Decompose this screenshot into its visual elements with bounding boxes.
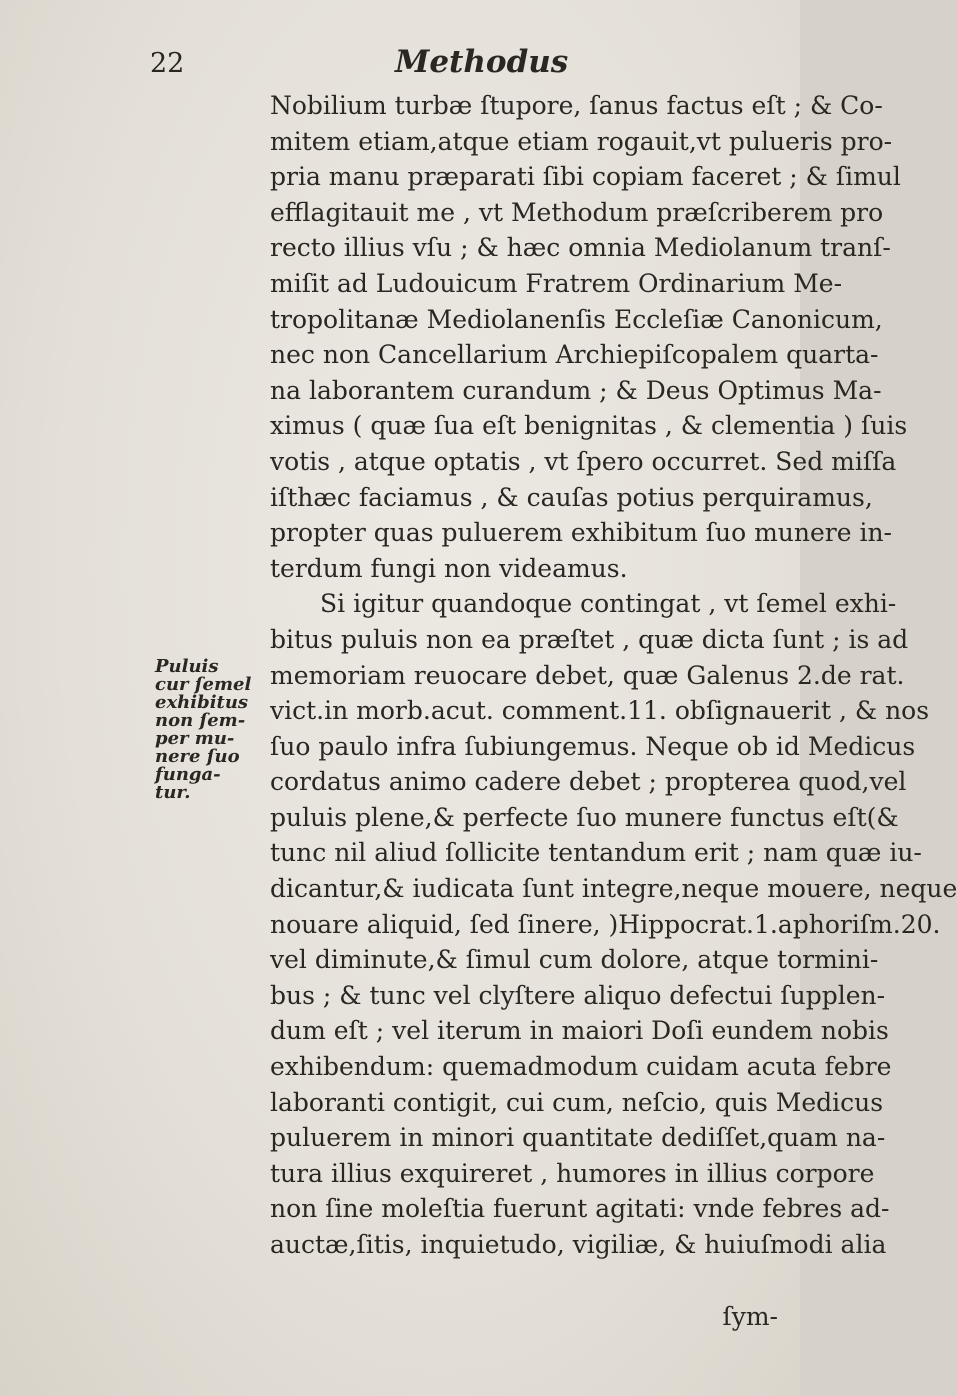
text-line: nouare aliquid, ſed ſinere, )Hippocrat.1.aphoriſm.20.: [270, 909, 941, 939]
text-line: nec non Cancellarium Archiepiſcopalem quarta-: [270, 340, 879, 370]
marginal-note-line: cur ſemel: [155, 674, 252, 695]
text-line: vel diminute,& ſimul cum dolore, atque tormini-: [270, 945, 879, 975]
text-line: na laborantem curandum ; & Deus Optimus Ma-: [270, 375, 882, 405]
text-line: tropolitanæ Mediolanenſis Eccleſiæ Canonicum,: [270, 304, 883, 334]
page-number: 22: [150, 48, 185, 79]
text-line: tura illius exquireret , humores in illius corpore: [270, 1158, 875, 1188]
text-line: exhibendum: quemadmodum cuidam acuta febre: [270, 1052, 892, 1082]
text-line: votis , atque optatis , vt ſpero occurret. Sed miſſa: [270, 446, 897, 476]
text-line: Nobilium turbæ ſtupore, ſanus factus eſt ; & Co-: [270, 91, 883, 120]
text-line: recto illius vſu ; & hæc omnia Mediolanum tranſ-: [270, 233, 891, 263]
text-line: iſthæc faciamus , & cauſas potius perquiramus,: [270, 482, 873, 512]
marginal-note-line: nere ſuo: [155, 746, 240, 767]
marginal-note-line: per mu-: [155, 728, 235, 749]
text-line: puluis plene,& perfecte ſuo munere functus eſt(&: [270, 802, 899, 832]
text-line: efflagitauit me , vt Methodum præſcriberem pro: [270, 197, 884, 227]
text-line: memoriam reuocare debet, quæ Galenus 2.de rat.: [270, 660, 905, 690]
catchword: ſym-: [722, 1302, 778, 1331]
page-header: [150, 44, 760, 92]
text-line: cordatus animo cadere debet ; propterea quod,vel: [270, 767, 907, 797]
text-line: pria manu præparati ſibi copiam faceret ; & ſimul: [270, 162, 901, 192]
text-line: laboranti contigit, cui cum, neſcio, quis Medicus: [270, 1087, 884, 1117]
marginal-note-line: non ſem-: [155, 710, 246, 731]
text-line: mitem etiam,atque etiam rogauit,vt pulueris pro-: [270, 126, 893, 156]
text-line: tunc nil aliud ſollicite tentandum erit ; nam quæ iu-: [270, 838, 922, 868]
text-line: bus ; & tunc vel clyſtere aliquo defectui ſupplen-: [270, 980, 886, 1010]
text-line: propter quas puluerem exhibitum ſuo munere in-: [270, 518, 893, 548]
text-line: bitus puluis non ea præſtet , quæ dicta ſunt ; is ad: [270, 624, 909, 654]
marginal-note: [155, 658, 270, 802]
marginal-note-line: exhibitus: [155, 692, 249, 713]
body-text: [270, 88, 957, 1263]
text-line: miſit ad Ludouicum Fratrem Ordinarium Me-: [270, 268, 843, 298]
text-line: dicantur,& iudicata ſunt integre,neque mouere, neque: [270, 874, 957, 904]
text-line: vict.in morb.acut. comment.11. obſignauerit , & nos: [270, 696, 930, 726]
text-line: puluerem in minori quantitate dediſſet,quam na-: [270, 1123, 886, 1153]
text-line: Si igitur quandoque contingat , vt ſemel exhi-: [320, 589, 897, 619]
text-line: ſuo paulo infra ſubiungemus. Neque ob id Medicus: [270, 731, 916, 761]
marginal-note-line: Puluis: [155, 656, 219, 677]
marginal-note-line: funga-: [155, 764, 221, 785]
text-line: dum eſt ; vel iterum in maiori Doſi eundem nobis: [270, 1016, 889, 1046]
running-head: Methodus: [395, 44, 569, 80]
text-line: non ſine moleſtia fuerunt agitati: vnde febres ad-: [270, 1194, 890, 1224]
text-line: ximus ( quæ ſua eſt benignitas , & clementia ) ſuis: [270, 411, 908, 441]
text-line: auctæ,ſitis, inquietudo, vigiliæ, & huiuſmodi alia: [270, 1230, 887, 1259]
text-line: terdum fungi non videamus.: [270, 553, 628, 583]
marginal-note-line: tur.: [155, 782, 191, 803]
